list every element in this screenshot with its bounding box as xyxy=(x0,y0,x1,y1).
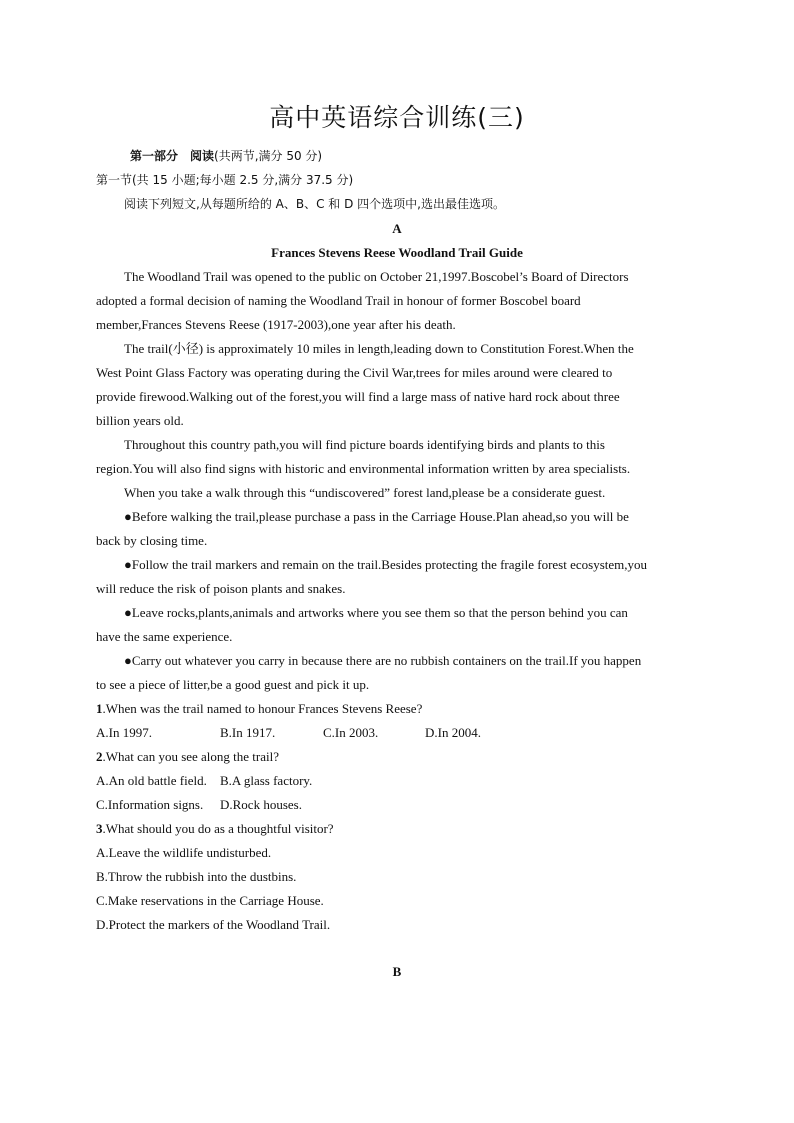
option-a: A.In 1997. xyxy=(96,725,152,740)
question-stem xyxy=(96,701,706,717)
bullet-line: ●Follow the trail markers and remain on the trail.Besides protecting the fragile forest ecosystem,you xyxy=(124,557,648,572)
next-passage-letter: B xyxy=(392,964,402,979)
passage-line: provide firewood.Walking out of the forest,you will find a large mass of native hard rock about three xyxy=(96,389,620,404)
option-d: D.Protect the markers of the Woodland Trail. xyxy=(96,917,331,932)
passage-heading: Frances Stevens Reese Woodland Trail Guide xyxy=(271,245,523,260)
option-d: D.Rock houses. xyxy=(220,797,302,812)
section-heading: 第一节(共 15 小题;每小题 2.5 分,满分 37.5 分) xyxy=(96,173,354,187)
question-text: .When was the trail named to honour Frances Stevens Reese? xyxy=(102,701,423,716)
part-detail: (共两节,满分 50 分) xyxy=(214,149,323,163)
exam-title: 高中英语综合训练(三) xyxy=(269,103,525,132)
option-b: B.Throw the rubbish into the dustbins. xyxy=(96,869,297,884)
question-text: .What should you do as a thoughtful visitor? xyxy=(102,821,334,836)
passage-letter: A xyxy=(392,221,402,236)
question-number: 1 xyxy=(96,701,103,716)
passage-line: have the same experience. xyxy=(96,629,233,644)
passage-line: back by closing time. xyxy=(96,533,208,548)
passage-line: The Woodland Trail was opened to the public on October 21,1997.Boscobel’s Board of Directors xyxy=(124,269,629,284)
instruction-text: 阅读下列短文,从每题所给的 A、B、C 和 D 四个选项中,选出最佳选项。 xyxy=(124,197,505,211)
question-stem xyxy=(96,821,706,837)
passage-line: The trail(小径) is approximately 10 miles in length,leading down to Constitution Forest.When the xyxy=(124,341,634,356)
option-a: A.An old battle field. xyxy=(96,773,207,788)
question-text: .What can you see along the trail? xyxy=(102,749,280,764)
question-stem xyxy=(96,749,706,765)
passage-line: billion years old. xyxy=(96,413,184,428)
bullet-line: ●Before walking the trail,please purchase a pass in the Carriage House.Plan ahead,so you will be xyxy=(124,509,629,524)
passage-line: When you take a walk through this “undiscovered” forest land,please be a considerate guest. xyxy=(124,485,606,500)
option-c: C.Make reservations in the Carriage House. xyxy=(96,893,324,908)
passage-line: West Point Glass Factory was operating during the Civil War,trees for miles around were cleared to xyxy=(96,365,613,380)
question-number: 2 xyxy=(96,749,103,764)
bullet-line: ●Carry out whatever you carry in because there are no rubbish containers on the trail.If you happen xyxy=(124,653,642,668)
passage-line: member,Frances Stevens Reese (1917-2003),one year after his death. xyxy=(96,317,456,332)
option-d: D.In 2004. xyxy=(425,725,481,740)
option-b: B.A glass factory. xyxy=(220,773,313,788)
option-c: C.Information signs. xyxy=(96,797,204,812)
part-heading-line xyxy=(130,148,740,164)
passage-line: adopted a formal decision of naming the Woodland Trail in honour of former Boscobel board xyxy=(96,293,581,308)
passage-line: will reduce the risk of poison plants and snakes. xyxy=(96,581,346,596)
question-number: 3 xyxy=(96,821,103,836)
option-a: A.Leave the wildlife undisturbed. xyxy=(96,845,272,860)
bullet-line: ●Leave rocks,plants,animals and artworks where you see them so that the person behind you can xyxy=(124,605,628,620)
passage-line: Throughout this country path,you will find picture boards identifying birds and plants to this xyxy=(124,437,605,452)
option-b: B.In 1917. xyxy=(220,725,276,740)
passage-line: to see a piece of litter,be a good guest and pick it up. xyxy=(96,677,370,692)
part-heading: 第一部分 阅读 xyxy=(130,149,215,163)
option-c: C.In 2003. xyxy=(323,725,379,740)
passage-line: region.You will also find signs with historic and environmental information written by area specialists. xyxy=(96,461,631,476)
